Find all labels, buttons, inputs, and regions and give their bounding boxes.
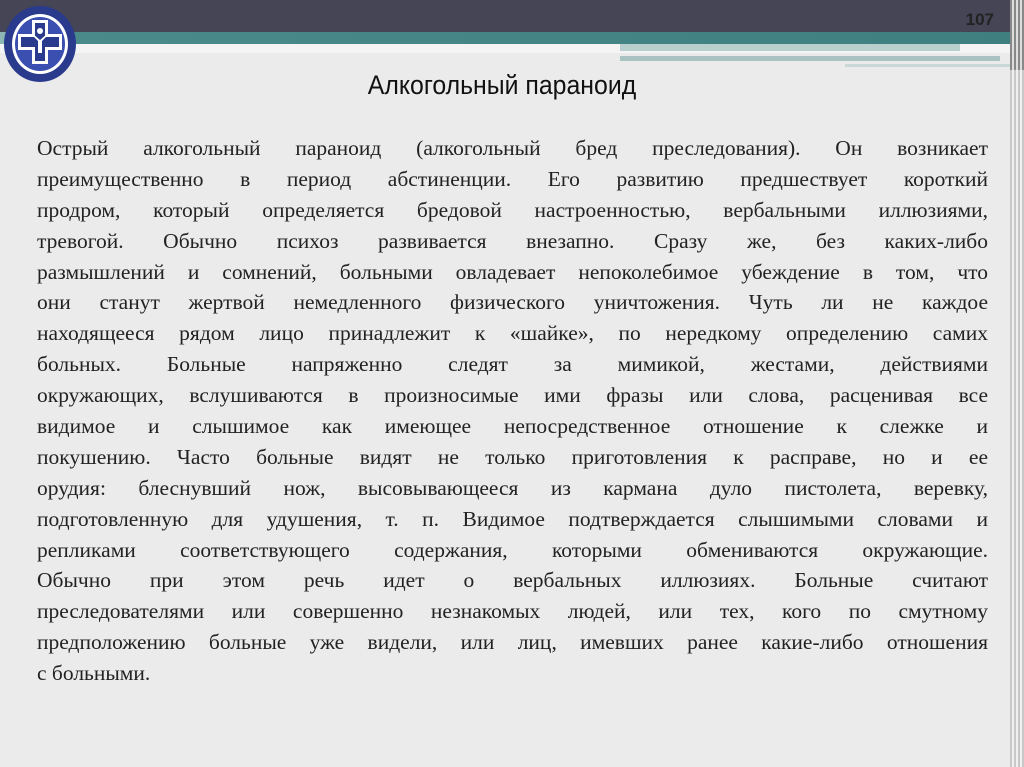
header-accent-line (620, 44, 960, 51)
body-text-line: репликами соответствующего содержания, которыми обмениваются окружающие. (37, 537, 988, 562)
body-text-line: преследователями или совершенно незнакомых людей, или тех, кого по смутному (37, 599, 988, 624)
body-text-line: орудия: блеснувший нож, высовывающееся из кармана дуло пистолета, веревку, (37, 475, 988, 500)
body-text-line: с больными. (37, 661, 151, 686)
body-text-line: они станут жертвой немедленного физического уничтожения. Чуть ли не каждое (37, 290, 988, 315)
body-text-line: Обычно при этом речь идет о вербальных иллюзиях. Больные считают (37, 568, 988, 593)
body-text-line: тревогой. Обычно психоз развивается внезапно. Сразу же, без каких-либо (37, 228, 988, 253)
body-text-line: размышлений и сомнений, больными овладевает непоколебимое убеждение в том, что (37, 259, 988, 284)
header-accent-line (620, 56, 1000, 61)
body-text-line: Острый алкогольный параноид (алкогольный бред преследования). Он возникает (37, 136, 988, 160)
body-text-line: покушению. Часто больные видят не только приготовления к расправе, но и ее (37, 444, 988, 469)
body-text-line: предположению больные уже видели, или лиц, имевших ранее какие-либо отношения (37, 630, 988, 655)
right-edge-stripes (1010, 0, 1024, 767)
body-text-line: продром, который определяется бредовой настроенностью, вербальными иллюзиями, (37, 197, 988, 222)
header-accent-line (845, 64, 1010, 67)
page-number: 107 (965, 10, 994, 29)
slide-title: Алкогольный параноид (367, 70, 637, 100)
right-edge-stripes-top (1010, 0, 1024, 70)
body-text-line: преимущественно в период абстиненции. Его развитию предшествует короткий (37, 166, 988, 191)
body-text-line: подготовленную для удушения, т. п. Видимое подтверждается слышимыми словами и (37, 506, 988, 531)
header-dark-band (0, 0, 1024, 32)
slide-body-text (37, 133, 988, 689)
header-teal-band (0, 32, 1010, 44)
body-text-line: видимое и слышимое как имеющее непосредственное отношение к слежке и (37, 414, 988, 439)
body-text-line: больных. Больные напряженно следят за мимикой, жестами, действиями (37, 352, 988, 377)
body-text-line: находящееся рядом лицо принадлежит к «шайке», по нередкому определению самих (37, 321, 988, 346)
body-text-line: окружающих, вслушиваются в произносимые ими фразы или слова, расценивая все (37, 383, 988, 408)
